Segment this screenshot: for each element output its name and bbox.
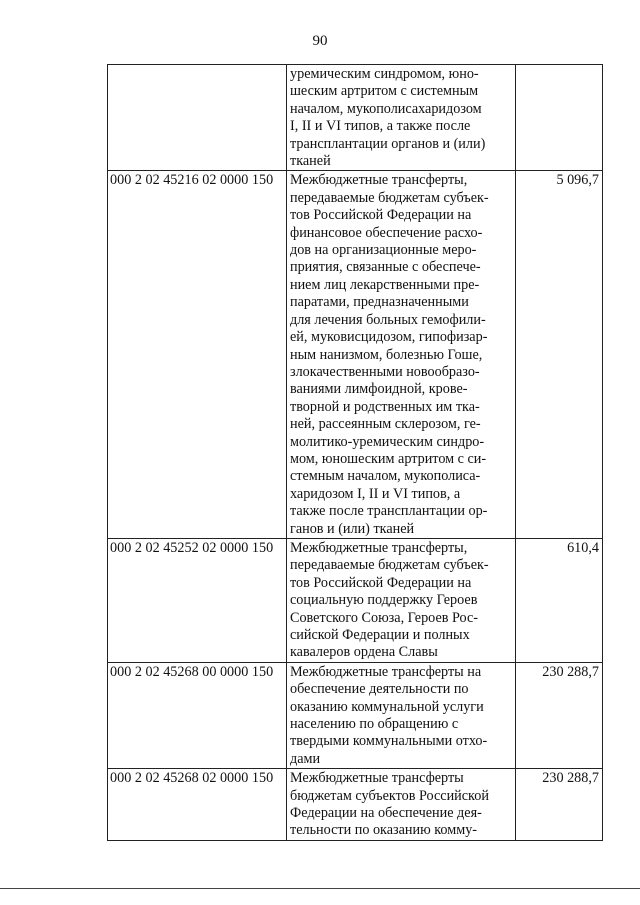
- description-line: обеспечение деятельности по: [290, 681, 469, 698]
- budget-code-cell: 000 2 02 45216 02 0000 150: [108, 171, 287, 539]
- description-line: также после трансплантации ор-: [290, 503, 488, 520]
- amount-cell: 230 288,7: [516, 769, 603, 841]
- description-line: для лечения больных гемофили-: [290, 311, 486, 328]
- description-line: тельности по оказанию комму-: [290, 822, 478, 839]
- amount-cell: 610,4: [516, 538, 603, 662]
- description-line: ганов и (или) тканей: [290, 520, 415, 537]
- description-cell: [287, 662, 516, 768]
- description-cell: [287, 171, 516, 539]
- budget-table: [107, 64, 603, 841]
- description-line: Межбюджетные трансферты на: [290, 663, 482, 680]
- description-line: ным нанизмом, болезнью Гоше,: [290, 346, 483, 363]
- budget-code-cell: 000 2 02 45268 00 0000 150: [108, 662, 287, 768]
- description-line: ней, рассеянным склерозом, ге-: [290, 416, 481, 433]
- table-row: [108, 769, 603, 841]
- description-line: оказанию коммунальной услуги: [290, 698, 484, 715]
- description-line: кавалеров ордена Славы: [290, 644, 438, 661]
- budget-code-cell: 000 2 02 45252 02 0000 150: [108, 538, 287, 662]
- description-line: нием лиц лекарственными пре-: [290, 276, 480, 293]
- description-line: началом, мукополисахаридозом: [290, 100, 482, 117]
- description-line: сийской Федерации и полных: [290, 627, 470, 643]
- table-row: [108, 662, 603, 768]
- description-line: I, II и VI типов, а также после: [290, 118, 471, 135]
- budget-code-cell: [108, 65, 287, 171]
- description-line: ваниями лимфоидной, крове-: [290, 381, 468, 398]
- description-line: Советского Союза, Героев Рос-: [290, 609, 478, 626]
- description-line: молитико-уремическим синдро-: [290, 433, 485, 450]
- description-line: передаваемые бюджетам субъек-: [290, 189, 489, 206]
- description-line: дов на организационные меро-: [290, 242, 477, 259]
- description-line: паратами, предназначенными: [290, 294, 469, 311]
- description-cell: [287, 769, 516, 841]
- description-line: творной и родственных им тка-: [290, 398, 480, 415]
- page-number: 90: [312, 33, 328, 49]
- page-bottom-rule: [0, 888, 640, 889]
- table-body: [108, 65, 603, 841]
- amount-cell: [516, 65, 603, 171]
- table-row: [108, 538, 603, 662]
- description-line: тов Российской Федерации на: [290, 574, 472, 591]
- description-cell: [287, 538, 516, 662]
- description-line: Межбюджетные трансферты,: [290, 172, 468, 189]
- description-line: стемным началом, мукополиса-: [290, 468, 481, 485]
- description-line: финансовое обеспечение расхо-: [290, 224, 483, 241]
- description-line: передаваемые бюджетам субъек-: [290, 557, 489, 574]
- description-line: злокачественными новообразо-: [290, 363, 480, 380]
- amount-cell: 230 288,7: [516, 662, 603, 768]
- description-line: приятия, связанные с обеспече-: [290, 259, 481, 276]
- description-line: бюджетам субъектов Российской: [290, 787, 489, 804]
- description-line: дами: [290, 750, 321, 767]
- description-line: социальную поддержку Героев: [290, 592, 478, 609]
- description-line: шеским артритом с системным: [290, 83, 479, 100]
- description-line: тканей: [290, 153, 331, 170]
- description-line: уремическим синдромом, юно-: [290, 66, 479, 82]
- table-row: [108, 171, 603, 539]
- description-line: трансплантации органов и (или): [290, 135, 486, 152]
- description-line: тов Российской Федерации на: [290, 207, 472, 224]
- description-cell: [287, 65, 516, 171]
- budget-code-cell: 000 2 02 45268 02 0000 150: [108, 769, 287, 841]
- amount-cell: 5 096,7: [516, 171, 603, 539]
- description-line: твердыми коммунальными отхо-: [290, 733, 488, 750]
- description-line: ей, муковисцидозом, гипофизар-: [290, 329, 488, 346]
- table-row: [108, 65, 603, 171]
- description-line: Межбюджетные трансферты: [290, 770, 464, 787]
- description-line: населению по обращению с: [290, 716, 459, 733]
- description-line: харидозом I, II и VI типов, а: [290, 485, 461, 502]
- description-line: мом, юношеским артритом с си-: [290, 450, 487, 467]
- description-line: Межбюджетные трансферты,: [290, 539, 468, 556]
- description-line: Федерации на обеспечение дея-: [290, 805, 482, 822]
